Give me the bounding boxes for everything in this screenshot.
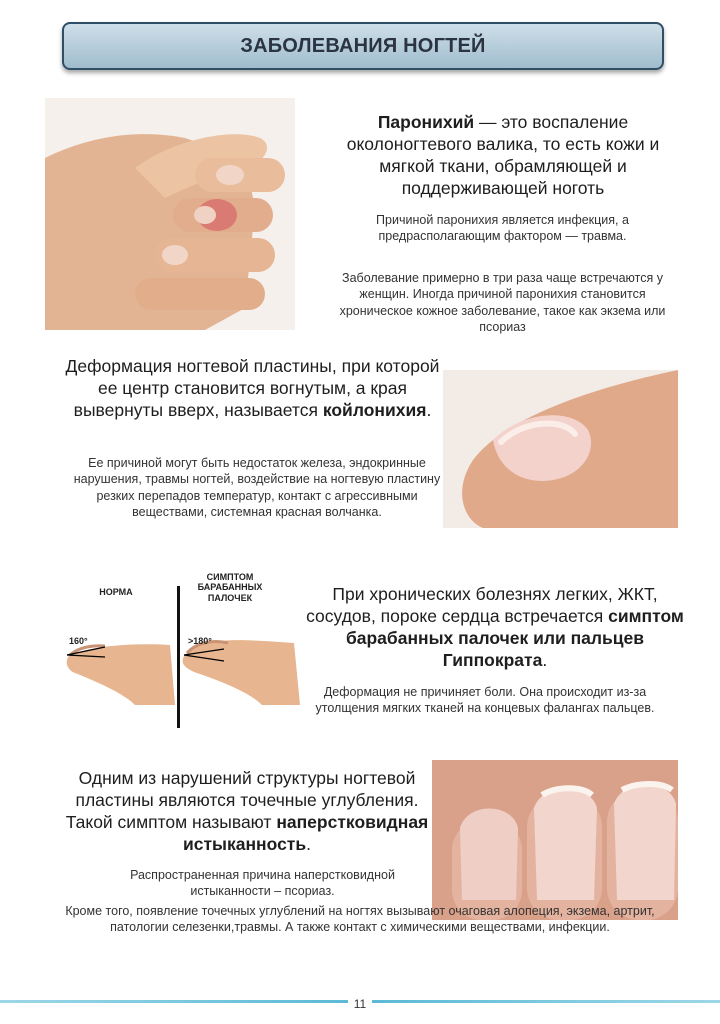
paronychia-term: Паронихий xyxy=(377,112,475,132)
finger-nail-illustration xyxy=(443,370,678,528)
pitting-lead xyxy=(52,768,442,856)
symptom-angle-label: >180° xyxy=(188,636,212,646)
pitting-photo xyxy=(432,760,678,920)
page-title-box xyxy=(62,22,664,70)
koilonychia-lead xyxy=(60,356,445,422)
symptom-label-line-2: БАРАБАННЫХ xyxy=(197,582,263,593)
clubbing-conditions: При хронических болезнях легких, ЖКТ, сосудов, пороке сердца встречается xyxy=(306,584,658,626)
koilonychia-causes: Ее причиной могут быть недостаток железа, эндокринные нарушения, травмы ногтей, воздействие на ногтевую пластину резких перепадов температур, контакт с агрессивными веществами, системная красная волчанка. xyxy=(73,456,441,519)
paronychia-photo xyxy=(45,98,295,330)
symptom-label xyxy=(190,572,270,603)
paronychia-definition: — это воспаление околоногтевого валика, то есть кожи и мягкой ткани, обрамляющей и поддерживающей ноготь xyxy=(346,112,660,198)
symptom-label-line-3: ПАЛОЧЕК xyxy=(207,592,253,603)
symptom-label-line-1: СИМПТОМ xyxy=(206,572,254,582)
page-title: ЗАБОЛЕВАНИЯ НОГТЕЙ xyxy=(240,34,486,57)
pitting-period: . xyxy=(306,833,312,854)
hand-illustration xyxy=(45,98,295,330)
norm-angle-label: 160° xyxy=(69,636,88,646)
paronychia-cause: Причиной паронихия является инфекция, а предрасполагающим фактором — травма. xyxy=(376,213,629,244)
pitting-term: наперстковидная истыканность xyxy=(182,811,429,854)
pitting-cause: Распространенная причина наперстковидной истыканности – псориаз. xyxy=(130,868,395,899)
clubbing-term: симптом барабанных палочек или пальцев Гиппократа xyxy=(345,605,684,670)
page-number xyxy=(0,997,720,1011)
koilonychia-photo xyxy=(443,370,678,528)
koilonychia-definition: Деформация ногтевой пластины, при которой ее центр становится вогнутым, а края вывернуты вверх, называется xyxy=(65,356,440,420)
paronychia-note: Заболевание примерно в три раза чаще встречаются у женщин. Иногда причиной паронихия становится хроническое кожное заболевание, такое как экзема или псориаз xyxy=(339,271,666,334)
clubbing-lead xyxy=(305,584,685,672)
page-number-text: 11 xyxy=(348,997,372,1011)
pitting-other-causes: Кроме того, появление точечных углублений на ногтях вызывают очаговая алопеция, экзема, артрит, патологии селезенки,травмы. А также контакт с химическими веществами, инфекции. xyxy=(65,904,655,935)
nails-illustration xyxy=(432,760,678,920)
norm-label: НОРМА xyxy=(99,587,133,597)
pitting-definition: Одним из нарушений структуры ногтевой пластины являются точечные углубления. Такой симптом называют xyxy=(65,768,419,832)
koilonychia-period: . xyxy=(426,399,432,420)
clubbing-note: Деформация не причиняет боли. Она происходит из-за утолщения мягких тканей на концевых фалангах пальцев. xyxy=(315,685,655,716)
clubbing-period: . xyxy=(542,649,548,670)
paronychia-lead xyxy=(318,112,688,200)
koilonychia-term: койлонихия xyxy=(322,399,427,420)
